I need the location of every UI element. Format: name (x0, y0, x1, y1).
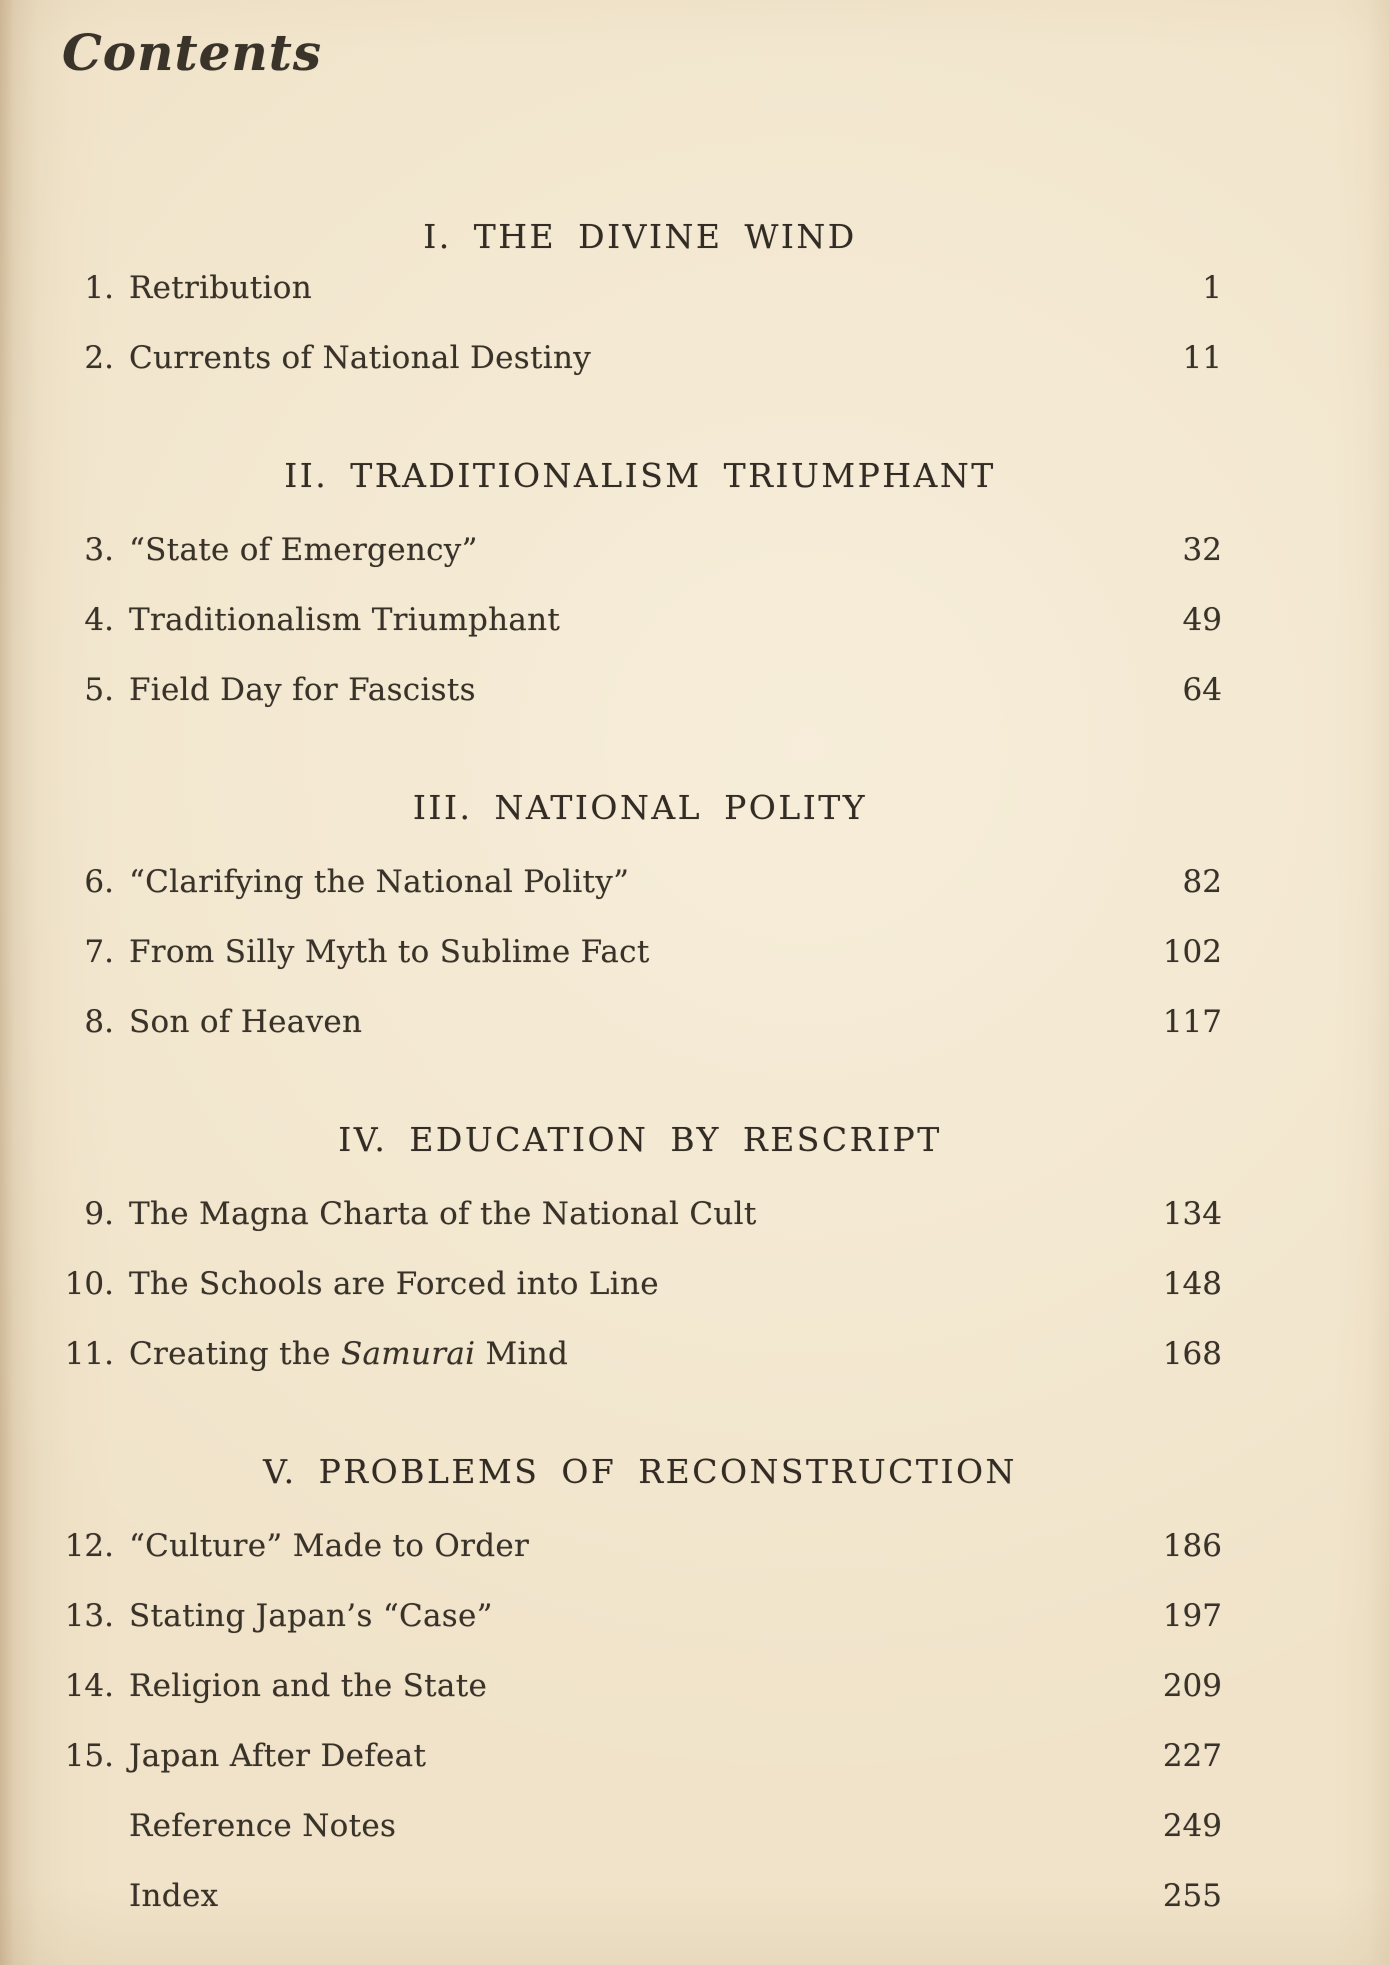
entry-title-segment: Religion and the State (129, 1668, 488, 1704)
toc-entry (58, 1528, 1222, 1565)
entry-page-number: 117 (1162, 1004, 1222, 1040)
entry-title (129, 1004, 1136, 1041)
entry-page-number: 249 (1162, 1808, 1222, 1844)
entry-page-number: 227 (1162, 1738, 1222, 1774)
entry-title-segment: The Schools are Forced into Line (129, 1266, 659, 1302)
entry-chapter-number: 8. (84, 1004, 114, 1040)
entry-page-number: 32 (1182, 532, 1222, 568)
toc-entry (58, 532, 1222, 569)
entry-chapter-number: 13. (64, 1598, 114, 1634)
entry-title-segment: Samurai (340, 1336, 476, 1372)
toc-section-3 (58, 787, 1222, 1041)
entry-title-segment: The Magna Charta of the National Cult (129, 1196, 757, 1232)
entry-chapter-number: 4. (84, 602, 114, 638)
section-heading: IV. EDUCATION BY RESCRIPT (338, 1120, 942, 1159)
toc-entry (58, 1196, 1222, 1233)
entry-title-segment: “Clarifying the National Polity” (129, 864, 630, 900)
entry-title (129, 672, 1136, 709)
toc-entry (58, 934, 1222, 971)
entry-title-segment: Index (129, 1878, 219, 1914)
entry-title (129, 864, 1136, 901)
entry-title (129, 1528, 1136, 1565)
entry-title (129, 1738, 1136, 1775)
entry-title (129, 1878, 1136, 1915)
entry-chapter-number: 5. (84, 672, 114, 708)
entry-title-segment: Currents of National Destiny (129, 340, 592, 376)
section-heading: III. NATIONAL POLITY (412, 788, 868, 827)
entry-title (129, 1266, 1136, 1303)
entry-page-number: 148 (1162, 1266, 1222, 1302)
section-heading: V. PROBLEMS OF RECONSTRUCTION (263, 1452, 1017, 1491)
toc-entry (58, 1668, 1222, 1705)
toc-entry (58, 340, 1222, 377)
entry-chapter-number: 6. (84, 864, 114, 900)
entry-page-number: 102 (1162, 934, 1222, 970)
toc-entry (58, 270, 1222, 307)
entry-page-number: 168 (1162, 1336, 1222, 1372)
toc-section-5 (58, 1451, 1222, 1915)
entry-chapter-number: 7. (84, 934, 114, 970)
toc-entry (58, 1808, 1222, 1845)
toc-entry (58, 864, 1222, 901)
entry-title (129, 934, 1136, 971)
table-of-contents (58, 216, 1222, 1915)
entry-title-segment: Japan After Defeat (129, 1738, 427, 1774)
section-heading: I. THE DIVINE WIND (423, 217, 857, 256)
entry-title-segment: Creating the (129, 1336, 341, 1372)
toc-entry (58, 672, 1222, 709)
entry-page-number: 11 (1182, 340, 1222, 376)
entry-title-segment: Mind (475, 1336, 569, 1372)
entry-chapter-number: 10. (64, 1266, 114, 1302)
toc-section-1 (58, 216, 1222, 377)
entry-title (129, 270, 1136, 307)
toc-entry (58, 1266, 1222, 1303)
entry-title-segment: Field Day for Fascists (129, 672, 476, 708)
toc-section-4 (58, 1119, 1222, 1373)
page-title: Contents (62, 23, 323, 82)
entry-chapter-number: 2. (84, 340, 114, 376)
entry-page-number: 255 (1162, 1878, 1222, 1914)
entry-page-number: 49 (1182, 602, 1222, 638)
entry-title-segment: Son of Heaven (129, 1004, 363, 1040)
entry-title-segment: “State of Emergency” (129, 532, 478, 568)
entry-chapter-number: 11. (64, 1336, 114, 1372)
entry-page-number: 186 (1162, 1528, 1222, 1564)
entry-title (129, 340, 1136, 377)
entry-title-segment: Traditionalism Triumphant (129, 602, 561, 638)
entry-page-number: 64 (1182, 672, 1222, 708)
entry-page-number: 134 (1162, 1196, 1222, 1232)
entry-chapter-number: 9. (84, 1196, 114, 1232)
toc-entry (58, 1738, 1222, 1775)
entry-title (129, 1598, 1136, 1635)
toc-entry (58, 1598, 1222, 1635)
toc-section-2 (58, 455, 1222, 709)
entry-title (129, 1196, 1136, 1233)
entry-chapter-number: 15. (64, 1738, 114, 1774)
entry-title-segment: “Culture” Made to Order (129, 1528, 530, 1564)
entry-title (129, 1808, 1136, 1845)
entry-chapter-number: 14. (64, 1668, 114, 1704)
toc-entry (58, 1336, 1222, 1373)
toc-entry (58, 1878, 1222, 1915)
entry-chapter-number: 12. (64, 1528, 114, 1564)
entry-chapter-number: 1. (84, 270, 114, 306)
entry-page-number: 1 (1202, 270, 1222, 306)
entry-page-number: 82 (1182, 864, 1222, 900)
entry-page-number: 197 (1162, 1598, 1222, 1634)
entry-title (129, 1668, 1136, 1705)
entry-title-segment: Stating Japan’s “Case” (129, 1598, 493, 1634)
entry-title-segment: Reference Notes (129, 1808, 397, 1844)
entry-title-segment: From Silly Myth to Sublime Fact (129, 934, 650, 970)
entry-title (129, 602, 1136, 639)
toc-entry (58, 602, 1222, 639)
section-heading: II. TRADITIONALISM TRIUMPHANT (284, 456, 996, 495)
toc-entry (58, 1004, 1222, 1041)
entry-title (129, 532, 1136, 569)
entry-title (129, 1336, 1136, 1373)
entry-title-segment: Retribution (129, 270, 312, 306)
entry-chapter-number: 3. (84, 532, 114, 568)
entry-page-number: 209 (1162, 1668, 1222, 1704)
